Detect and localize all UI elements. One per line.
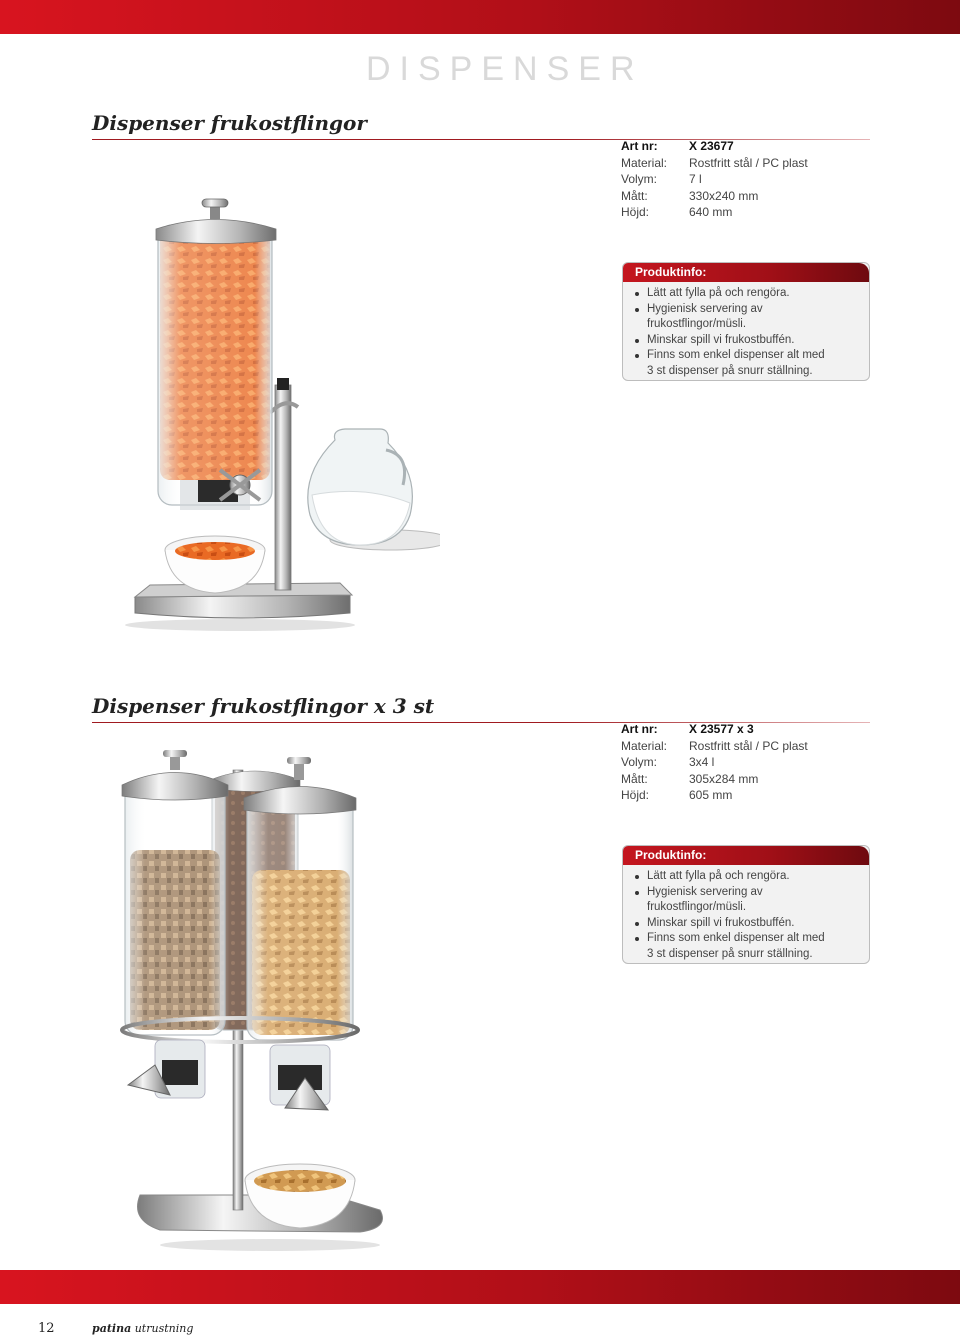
product-info-list: [623, 865, 869, 964]
product-title: Dispenser frukostflingor x 3 st: [92, 694, 435, 718]
bullet-icon: [635, 292, 639, 296]
spec-label: Volym:: [621, 172, 658, 186]
spec-label: Art nr:: [621, 139, 658, 153]
spec-label: Höjd:: [621, 205, 650, 219]
list-item-text: Hygienisk servering av frukostflingor/müsli.: [647, 885, 763, 913]
list-item-text: Lätt att fylla på och rengöra.: [647, 870, 790, 882]
spec-value: 330x240 mm: [689, 188, 759, 203]
spec-label: Mått:: [621, 188, 648, 203]
bullet-icon: [635, 922, 639, 926]
list-item-text: Hygienisk servering av frukostflingor/müsli.: [647, 302, 763, 330]
spec-row-size: [621, 771, 808, 788]
spec-value: 3x4 l: [689, 755, 715, 769]
spec-value: 305x284 mm: [689, 771, 759, 786]
spec-row-material: [621, 738, 808, 755]
top-color-bar: [0, 0, 960, 34]
spec-row-art-nr: [621, 721, 808, 738]
brand-name-bold: patina: [92, 1322, 132, 1335]
list-item: [635, 348, 861, 364]
list-item-text: Minskar spill vi frukostbuffén.: [647, 916, 795, 929]
spec-value: X 23677: [689, 139, 734, 153]
spec-row-art-nr: [621, 138, 808, 155]
spec-value: Rostfritt stål / PC plast: [689, 155, 808, 170]
list-item-text: 3 st dispenser på snurr ställning.: [647, 947, 813, 960]
bullet-icon: [635, 875, 639, 879]
product-info-box: [622, 262, 870, 381]
bullet-icon: [635, 937, 639, 941]
brand-name-rest: utrustning: [131, 1322, 194, 1335]
product-photo-single-dispenser: [120, 185, 440, 633]
bullet-icon: [635, 354, 639, 358]
spec-label: Art nr:: [621, 722, 658, 736]
list-item-continuation: [635, 364, 861, 380]
list-item-text: Finns som enkel dispenser alt med: [647, 349, 825, 361]
spec-row-volume: [621, 171, 808, 188]
page-number: 12: [38, 1321, 55, 1336]
spec-value: 605 mm: [689, 788, 733, 802]
product-title: Dispenser frukostflingor: [92, 111, 367, 135]
spec-value: 7 l: [689, 172, 702, 186]
list-item-text: 3 st dispenser på snurr ställning.: [647, 364, 813, 377]
product-photo-triple-dispenser: [100, 740, 400, 1260]
spec-label: Volym:: [621, 755, 658, 769]
spec-row-height: [621, 787, 808, 804]
bullet-icon: [635, 339, 639, 343]
spec-table: [621, 721, 808, 804]
list-item-text: Lätt att fylla på och rengöra.: [647, 287, 790, 299]
list-item-continuation: [635, 947, 861, 963]
list-item: [635, 931, 861, 947]
product-info-box: [622, 845, 870, 964]
spec-label: Material:: [621, 155, 668, 170]
spec-label: Mått:: [621, 771, 648, 786]
spec-label: Höjd:: [621, 788, 650, 802]
spec-value: Rostfritt stål / PC plast: [689, 738, 808, 753]
spec-table: [621, 138, 808, 221]
spec-label: Material:: [621, 738, 668, 753]
product-info-list: [623, 282, 869, 381]
spec-value: 640 mm: [689, 205, 733, 219]
list-item: [635, 302, 861, 333]
section-title: DISPENSER: [366, 50, 644, 88]
product-info-header: Produktinfo:: [623, 846, 869, 865]
list-item: [635, 286, 861, 302]
list-item: [635, 333, 861, 349]
list-item: [635, 885, 861, 916]
list-item: [635, 916, 861, 932]
spec-value: X 23577 x 3: [689, 722, 754, 736]
list-item-text: Finns som enkel dispenser alt med: [647, 932, 825, 944]
list-item: [635, 869, 861, 885]
bottom-color-bar: [0, 1270, 960, 1304]
bullet-icon: [635, 891, 639, 895]
spec-row-material: [621, 155, 808, 172]
bullet-icon: [635, 308, 639, 312]
product-info-header: Produktinfo:: [623, 263, 869, 282]
spec-row-size: [621, 188, 808, 205]
spec-row-height: [621, 204, 808, 221]
list-item-text: Minskar spill vi frukostbuffén.: [647, 333, 795, 346]
brand-footer: [92, 1322, 193, 1335]
spec-row-volume: [621, 754, 808, 771]
